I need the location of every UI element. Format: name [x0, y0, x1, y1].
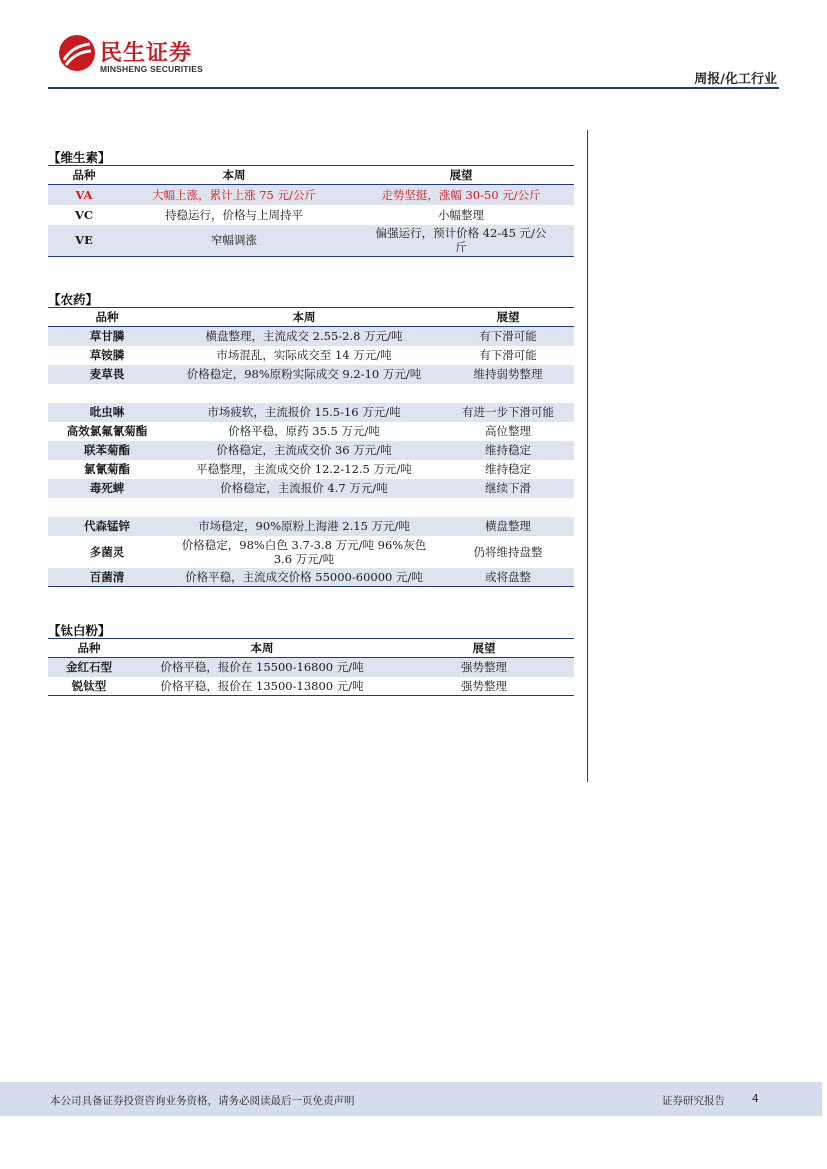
- pesticides-table: [48, 307, 574, 587]
- column-header: 本周: [166, 308, 442, 327]
- column-header: 品种: [48, 166, 120, 185]
- variety-name: 金红石型: [48, 658, 130, 677]
- table-row: [48, 568, 574, 587]
- variety-name: VC: [74, 207, 94, 222]
- outlook: 小幅整理: [438, 207, 484, 222]
- column-header: 本周: [120, 166, 348, 185]
- week-status: 窄幅调涨: [120, 225, 348, 257]
- outlook: 强势整理: [394, 677, 574, 696]
- variety-name: 锐钛型: [48, 677, 130, 696]
- sidebar-divider: [587, 130, 588, 782]
- column-header: 品种: [48, 308, 166, 327]
- week-status: 市场疲软，主流报价 15.5-16 万元/吨: [166, 403, 442, 422]
- outlook: 横盘整理: [442, 517, 574, 536]
- outlook: 强势整理: [394, 658, 574, 677]
- variety-name: 多菌灵: [89, 544, 125, 559]
- table-row: [48, 658, 574, 677]
- week-status: 价格稳定，主流成交价 36 万元/吨: [166, 441, 442, 460]
- section-title-titanium: 【钛白粉】: [48, 623, 111, 638]
- outlook: 有下滑可能: [479, 348, 537, 362]
- table-row: [48, 365, 574, 384]
- outlook: 维持弱势整理: [442, 365, 574, 384]
- variety-name: 氯氰菊酯: [84, 462, 130, 476]
- titanium-table: [48, 638, 574, 696]
- week-status: 平稳整理，主流成交价 12.2-12.5 万元/吨: [196, 462, 412, 476]
- table-spacer-row: [48, 498, 574, 517]
- week-status: 价格稳定，98%白色 3.7-3.8 万元/吨 96%灰色 3.6 万元/吨: [181, 537, 427, 566]
- outlook: 走势坚挺，涨幅 30-50 元/公斤: [348, 185, 574, 205]
- column-header: 品种: [48, 639, 130, 658]
- document-type: 证券研究报告: [662, 1095, 725, 1107]
- table-row: [48, 225, 574, 257]
- variety-name: 吡虫啉: [48, 403, 166, 422]
- week-status: 价格稳定，主流报价 4.7 万元/吨: [166, 479, 442, 498]
- outlook: 继续下滑: [442, 479, 574, 498]
- variety-name: 草甘膦: [48, 327, 166, 346]
- header-divider: [48, 87, 779, 89]
- outlook: 仍将维持盘整: [473, 544, 543, 559]
- table-header-row: [48, 639, 574, 658]
- page-number: 4: [752, 1093, 759, 1105]
- report-type: 周报/化工行业: [694, 72, 777, 87]
- table-row: [48, 403, 574, 422]
- outlook: 维持稳定: [485, 462, 531, 476]
- vitamins-table: [48, 165, 574, 257]
- table-row: [48, 441, 574, 460]
- week-status: 市场混乱，实际成交至 14 万元/吨: [216, 348, 392, 362]
- week-status: 价格平稳，报价在 15500-16800 元/吨: [130, 658, 394, 677]
- variety-name: VA: [48, 185, 120, 205]
- page-footer: [0, 1082, 822, 1116]
- week-status: 持稳运行，价格与上周持平: [165, 207, 303, 222]
- table-row: [48, 536, 574, 568]
- section-title-vitamins: 【维生素】: [48, 150, 111, 165]
- variety-name: 百菌清: [48, 568, 166, 587]
- week-status: 价格平稳，报价在 13500-13800 元/吨: [130, 677, 394, 696]
- table-spacer-row: [48, 384, 574, 403]
- week-status: 价格稳定，98%原粉实际成交 9.2-10 万元/吨: [166, 365, 442, 384]
- table-row: [48, 327, 574, 346]
- variety-name: VE: [48, 225, 120, 257]
- variety-name: 毒死蜱: [48, 479, 166, 498]
- table-row: [48, 677, 574, 696]
- logo-emblem-icon: [58, 34, 96, 72]
- outlook: 有下滑可能: [442, 327, 574, 346]
- company-logo: [58, 34, 218, 78]
- outlook: 有进一步下滑可能: [442, 403, 574, 422]
- variety-name: 麦草畏: [48, 365, 166, 384]
- outlook: 维持稳定: [442, 441, 574, 460]
- table-row: [48, 422, 574, 441]
- variety-name: 代森锰锌: [48, 517, 166, 536]
- week-status: 大幅上涨，累计上涨 75 元/公斤: [120, 185, 348, 205]
- variety-name: 草铵膦: [89, 348, 125, 362]
- page-header: [0, 0, 827, 92]
- table-header-row: [48, 166, 574, 185]
- table-row: [48, 460, 574, 479]
- variety-name: 高效氯氟氰菊酯: [66, 424, 148, 438]
- table-row: [48, 346, 574, 365]
- table-row: [48, 185, 574, 205]
- outlook: 或将盘整: [442, 568, 574, 587]
- week-status: 价格平稳，原药 35.5 万元/吨: [228, 424, 380, 438]
- table-row: [48, 205, 574, 225]
- column-header: 展望: [348, 166, 574, 185]
- table-row: [48, 479, 574, 498]
- column-header: 展望: [442, 308, 574, 327]
- table-header-row: [48, 308, 574, 327]
- section-title-pesticides: 【农药】: [48, 292, 99, 307]
- week-status: 价格平稳，主流成交价格 55000-60000 元/吨: [166, 568, 442, 587]
- disclaimer-text: 本公司具备证券投资咨询业务资格，请务必阅读最后一页免责声明: [50, 1095, 355, 1107]
- week-status: 市场稳定，90%原粉上海港 2.15 万元/吨: [166, 517, 442, 536]
- brand-name-cn: 民生证券: [100, 41, 193, 66]
- column-header: 展望: [394, 639, 574, 658]
- variety-name: 联苯菊酯: [48, 441, 166, 460]
- column-header: 本周: [130, 639, 394, 658]
- outlook: 高位整理: [485, 424, 531, 438]
- week-status: 横盘整理，主流成交 2.55-2.8 万元/吨: [166, 327, 442, 346]
- outlook: 偏强运行，预计价格 42-45 元/公斤: [348, 225, 574, 257]
- table-row: [48, 517, 574, 536]
- brand-name-en: MINSHENG SECURITIES: [100, 64, 203, 74]
